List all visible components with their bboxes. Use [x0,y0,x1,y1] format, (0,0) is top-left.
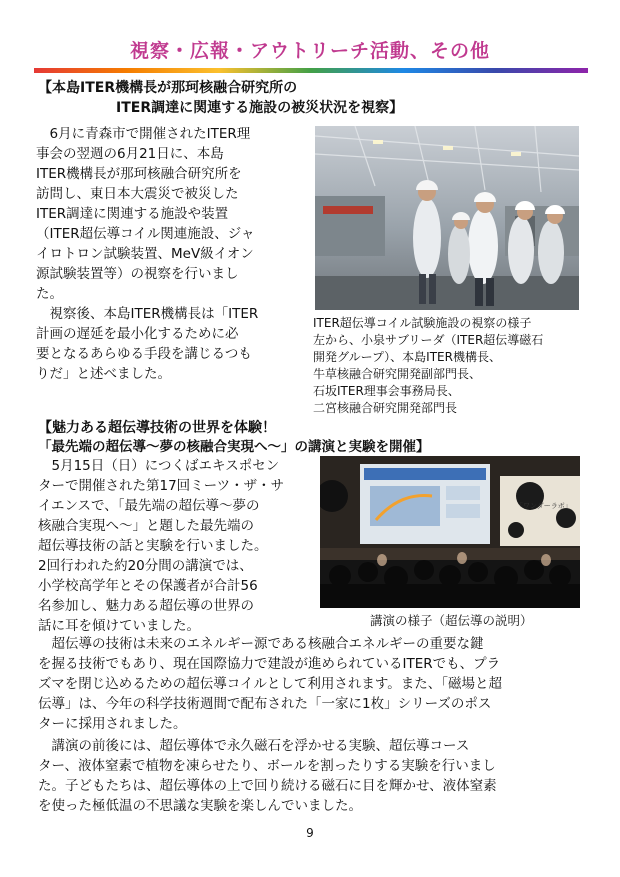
text-line: 2回行われた約20分間の講演では、 [38,558,253,574]
text-line: 6月に青森市で開催されたITER理 [49,126,251,142]
title-rainbow-rule [34,68,588,73]
text-line: 名参加し、魅力ある超伝導の世界の [38,598,254,614]
caption-line: 左から、小泉サブリーダ（ITER超伝導磁石 [313,333,544,347]
text-line: を使った極低温の不思議な実験を楽しんでいました。 [38,798,362,814]
page-title: 視察・広報・アウトリーチ活動、その他 [129,40,490,62]
caption-line: 牛草核融合研究開発副部門長、 [313,367,482,381]
text-line: ターで開催された第17回ミーツ・ザ・サ [38,478,285,494]
text-line: 話に耳を傾けていました。 [38,618,200,634]
page-number: 9 [306,826,314,840]
text-line: ITER機構長が那珂核融合研究所を [36,166,242,182]
caption-line: 石坂ITER理事会事務局長、 [313,384,460,398]
lecture-photo [320,456,580,608]
text-line: 伝導」は、今年の科学技術週間で配布された「一家に1枚」シリーズのポス [38,696,492,712]
text-line: 計画の遅延を最小化するために必 [36,326,239,342]
photo1-caption [313,315,543,417]
text-line: ITER調達に関連する施設や装置 [36,206,229,222]
text-line: を握る技術でもあり、現在国際協力で建設が進められているITERでも、プラ [38,656,501,672]
text-line: （ITER超伝導コイル関連施設、ジャ [36,226,255,242]
text-line: 超伝導技術の話と実験を行いました。 [38,538,268,554]
text-line: た。子どもたちは、超伝導体の上で回り続ける磁石に目を輝かせ、液体窒素 [38,778,497,794]
screen-label: 「ワンダーラボ」 [516,502,572,510]
text-line: りだ」と述べました。 [36,366,171,382]
section1-heading-line2: ITER調達に関連する施設の被災状況を視察】 [116,100,404,116]
section2-paragraph3 [38,736,586,816]
text-line: 事会の翌週の6月21日に、本島 [36,146,224,162]
section1-body [36,124,314,384]
text-line: 源試験装置等）の視察を行いまし [36,266,239,282]
text-line: ズマを閉じ込めるための超伝導コイルとして利用されます。また、「磁場と超 [38,676,502,692]
text-line: 講演の前後には、超伝導体で永久磁石を浮かせる実験、超伝導コース [51,738,470,754]
section2-body [38,456,320,636]
caption-line: 二宮核融合研究開発部門長 [313,401,458,415]
caption-line: 開発グループ）、本島ITER機構長、 [313,350,501,364]
caption-line: ITER超伝導コイル試験施設の視察の様子 [313,316,532,330]
section2-heading-line2: 「最先端の超伝導～夢の核融合実現へ～」の講演と実験を開催】 [38,439,430,455]
text-line: 小学校高学年とその保護者が合計56 [38,578,258,594]
text-line: 核融合実現へ～」と題した最先端の [38,518,254,534]
text-line: 5月15日（日）につくばエキスポセン [51,458,280,474]
text-line: た。 [36,286,63,302]
text-line: 超伝導の技術は未来のエネルギー源である核融合エネルギーの重要な鍵 [51,636,484,652]
section2-heading-line1: 【魅力ある超伝導技術の世界を体験！ [38,420,276,436]
text-line: イロトロン試験装置、MeV級イオン [36,246,254,262]
section1-heading-line1: 【本島ITER機構長が那珂核融合研究所の [38,80,298,96]
section2-paragraph2 [38,634,586,734]
text-line: 要となるあらゆる手段を講じるつも [36,346,252,362]
text-line: イエンスで、「最先端の超伝導～夢の [38,498,260,514]
text-line: ター、液体窒素で植物を凍らせたり、ボールを割ったりする実験を行いまし [38,758,496,774]
text-line: ターに採用されました。 [38,716,187,732]
facility-inspection-photo [315,126,579,310]
text-line: 訪問し、東日本大震災で被災した [36,186,239,202]
photo2-caption: 講演の様子（超伝導の説明） [370,613,533,628]
text-line: 視察後、本島ITER機構長は「ITER [49,306,259,322]
